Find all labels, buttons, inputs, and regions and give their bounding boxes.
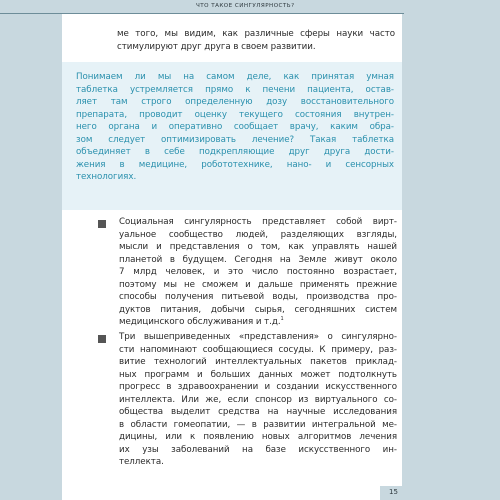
- text-line: стимулируют друг друга в своем развитии.: [117, 41, 316, 52]
- list-item: [119, 331, 397, 469]
- text-line: прогресс в здравоохранении и создании искусственного: [119, 382, 397, 392]
- highlight-paragraph: [76, 71, 394, 184]
- text-line: [119, 316, 397, 329]
- text-line: 7 млрд человек, и это число постоянно возрастает,: [119, 267, 397, 277]
- text-line: технологиях.: [76, 172, 137, 182]
- running-head: ЧТО ТАКОЕ СИНГУЛЯРНОСТЬ?: [196, 3, 295, 9]
- text-line: в области гомеопатии, — в развитии интегральной ме-: [119, 419, 397, 430]
- intro-paragraph: [117, 28, 395, 53]
- text-line: дицины, или к появлению новых алгоритмов лечения: [119, 432, 397, 442]
- text-line: уальное сообщество людей, разделяющих взгляды,: [119, 229, 397, 240]
- text-line: их узы заболеваний на базе искусственного ин-: [119, 444, 397, 455]
- text-line: дуктов питания, добычи сырья, сегодняшних систем: [119, 304, 397, 315]
- text-line: планетой в будущем. Сегодня на Земле живут около: [119, 254, 397, 265]
- text-line: способы получения питьевой воды, производства про-: [119, 292, 397, 302]
- list-item: [119, 216, 397, 329]
- bullet-square-icon: [98, 335, 106, 343]
- text-line: общества выделит средства на научные исследования: [119, 407, 397, 417]
- text-line: поэтому мы не сможем и дальше применять прежние: [119, 279, 397, 290]
- text-line: объединяет в себе подкрепляющие друг друга дости-: [76, 147, 394, 157]
- footnote-marker[interactable]: 1: [280, 316, 284, 322]
- text-line: мысли и представления о том, как управлять нашей: [119, 242, 397, 252]
- text-line: Три вышеприведенных «представления» о сингулярно-: [119, 332, 397, 342]
- text-line: сти напоминают сообщающиеся сосуды. К примеру, раз-: [119, 344, 397, 355]
- text-line: интеллекта. Или же, если спонсор из виртуального со-: [119, 394, 397, 405]
- text-line: теллекта.: [119, 457, 164, 467]
- header-rule: [0, 13, 404, 14]
- text-line: препарата, проводит оценку текущего состояния внутрен-: [76, 109, 394, 120]
- text-line: него органа и оперативно сообщает врачу, каким обра-: [76, 122, 394, 132]
- text-line: таблетка устремляется прямо к печени пациента, остав-: [76, 84, 394, 95]
- text-line: витие технологий интеллектуальных пакетов приклад-: [119, 357, 397, 367]
- text-line: ных программ и больших данных может подтолкнуть: [119, 369, 397, 380]
- page-number: 15: [389, 488, 398, 496]
- text-line: ме того, мы видим, как различные сферы науки часто: [117, 29, 395, 39]
- text-line-content: медицинского обслуживания и т.д.: [119, 317, 281, 327]
- text-line: зом следует оптимизировать лечение? Такая таблетка: [76, 134, 394, 145]
- text-line: ляет там строго определенную дозу восстановительного: [76, 97, 394, 107]
- text-line: Понимаем ли мы на самом деле, как принятая умная: [76, 72, 394, 82]
- text-line: жения в медицине, робототехнике, нано- и сенсорных: [76, 159, 394, 170]
- text-line: Социальная сингулярность представляет собой вирт-: [119, 217, 397, 227]
- bullet-square-icon: [98, 220, 106, 228]
